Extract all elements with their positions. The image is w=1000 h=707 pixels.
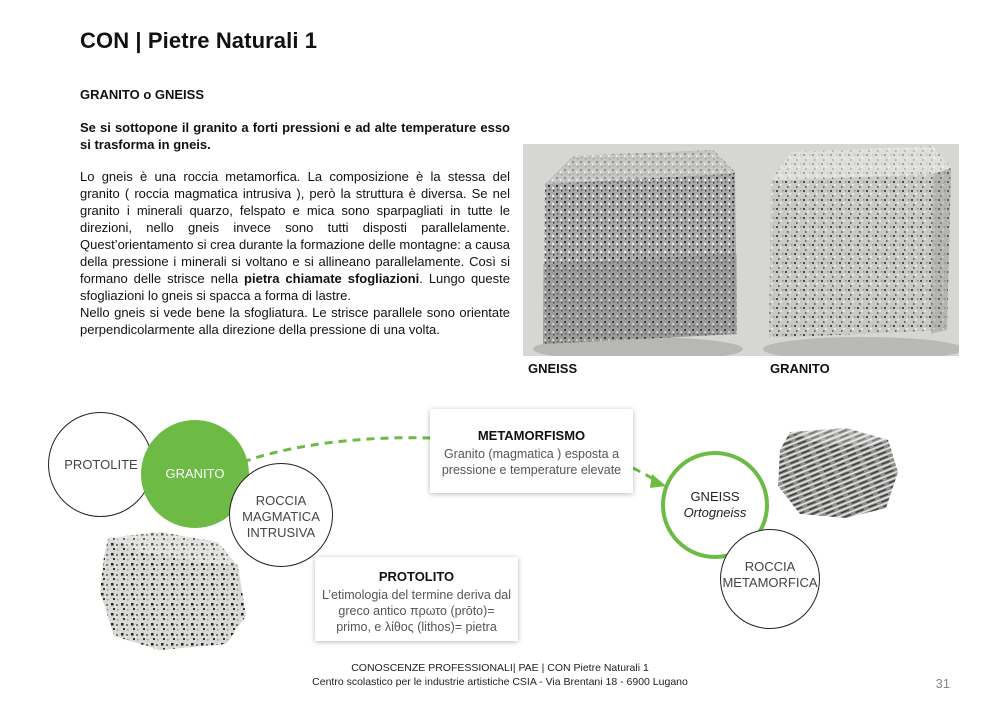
protolito-line-1: L’etimologia del termine deriva dal: [322, 588, 511, 602]
roccia-magmatica-line-2: MAGMATICA: [242, 509, 320, 524]
roccia-magmatica-line-1: ROCCIA: [255, 493, 307, 508]
roccia-metamorfica-line-1: ROCCIA: [744, 559, 796, 574]
roccia-magmatica-line-3: INTRUSIVA: [246, 525, 316, 540]
lead-paragraph: Se si sottopone il granito a forti pressioni e ad alte temperature esso si trasforma in gneis.: [80, 120, 510, 152]
page-title: CON | Pietre Naturali 1: [80, 28, 318, 53]
granite-sample-image: [100, 532, 248, 650]
photo-label-granito: GRANITO: [770, 361, 830, 376]
paragraph-1-end: . Lungo queste sfogliazioni lo gneis si spacca a forma di lastre.: [80, 271, 510, 303]
metamorfismo-card: [430, 409, 633, 493]
roccia-metamorfica-label: [720, 559, 820, 591]
ortogneiss-label: Ortogneiss: [683, 505, 747, 520]
gneiss-sample-image: [776, 428, 900, 520]
paragraph-2: Nello gneis si vede bene la sfogliatura. Le strisce parallele sono orientate perpendicolarmente alla direzione della pressione di una volta.: [80, 305, 510, 337]
granito-label: GRANITO: [165, 466, 225, 481]
metamorfismo-line-1: Granito (magmatica ) esposta a: [443, 447, 620, 461]
protolite-label: PROTOLITE: [64, 457, 138, 472]
paragraph-1-bold: pietra chiamate sfogliazioni: [244, 271, 420, 286]
metamorfismo-title: METAMORFISMO: [477, 428, 586, 443]
protolito-title: PROTOLITO: [378, 569, 455, 584]
footer-line-1: CONOSCENZE PROFESSIONALI| PAE | CON Pietre Naturali 1: [351, 662, 649, 674]
protolito-card: [315, 557, 518, 641]
metamorfismo-line-2: pressione e temperature elevate: [441, 463, 622, 477]
gneiss-label: GNEISS: [690, 489, 740, 504]
footer-line-2: Centro scolastico per le industrie artistiche CSIA - Via Brentani 18 - 6900 Lugano: [312, 676, 688, 688]
protolito-text: [315, 587, 518, 635]
photo-label-gneiss: GNEISS: [528, 361, 578, 376]
page-number: 31: [935, 676, 950, 691]
section-heading: GRANITO o GNEISS: [80, 87, 204, 102]
roccia-metamorfica-line-2: METAMORFICA: [722, 575, 818, 590]
metamorfismo-text: [430, 446, 633, 478]
paragraph-1-text: Lo gneis è una roccia metamorfica. La composizione è la stessa del granito ( roccia magmatica intrusiva ), però la struttura è diversa. Se nel granito i minerali quarzo, felspato e mica sono sparpagliati in tutte le direzioni, nello gneis invece sono tutti disposti parallelamente. Quest’orientamento si crea durante la formazione delle montagne: a causa della pressione i minerali si voltano e si allineano parallelamente. Così si formano delle strisce nella: [80, 169, 510, 286]
protolito-line-3: primo, e λίθος (lithos)= pietra: [336, 620, 497, 634]
protolito-line-2: greco antico πρωτο (prōto)=: [338, 604, 495, 618]
